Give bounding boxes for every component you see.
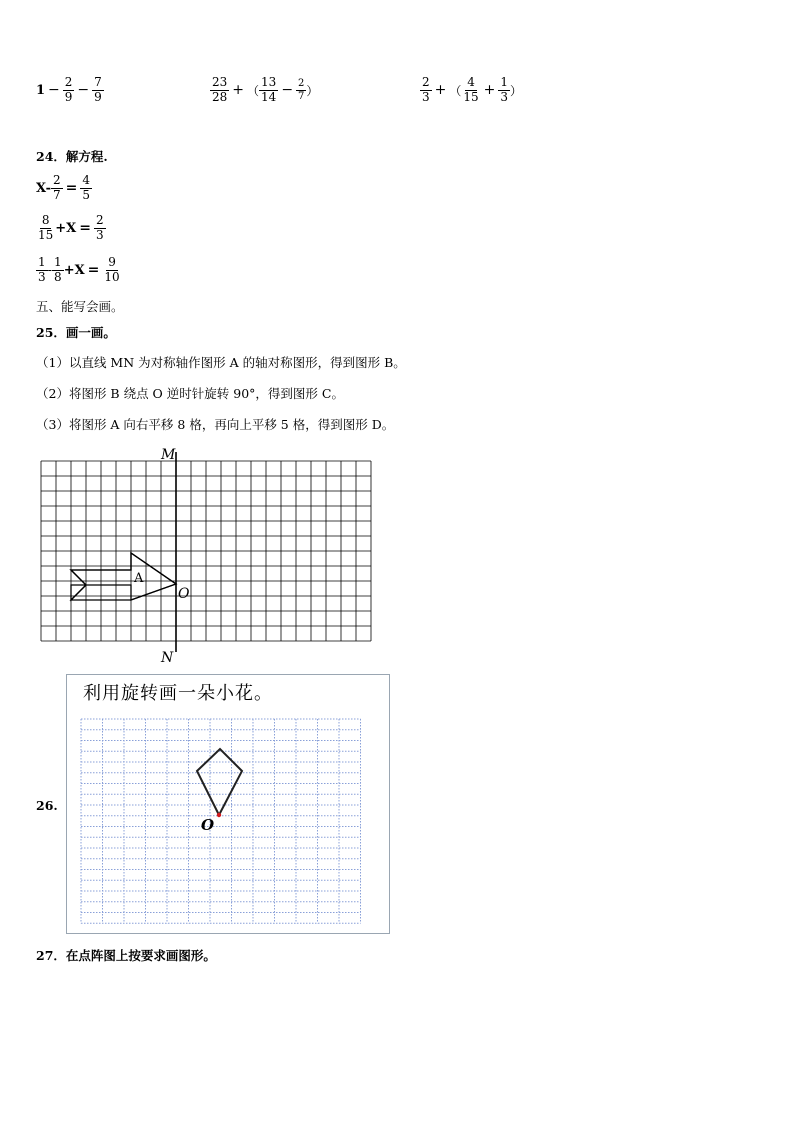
q24-equation-3 [36,256,122,285]
expr1-fraction-1: $\frac{2}{9}$ [64,75,73,104]
eq3-equals: = [87,262,100,279]
q26-number: 26. [36,798,58,813]
eq3-fraction-3: $\frac{9}{10}$ [104,255,120,284]
section-5-heading: 五、能写会画。 [36,299,124,314]
q25-step-3: （3）将图形 A 向右平移 8 格，再向上平移 5 格，得到图形 D。 [36,417,395,432]
eq2-fraction-1: $\frac{8}{15}$ [38,213,54,242]
figure-a-outline [71,553,176,600]
eq3-minus: - [47,262,53,278]
figure-a-shape [71,553,176,600]
q25-step-1: （1）以直线 MN 为对称轴作图形 A 的轴对称图形，得到图形 B。 [36,355,406,370]
expr2-op1: + [232,82,245,99]
expr3-fraction-1: $\frac{2}{3}$ [422,75,430,104]
eq1-equals: = [65,180,78,197]
expression-3 [420,76,522,105]
eq3-fraction-1: $\frac{1}{3}$ [38,255,46,284]
q25-step-2: （2）将图形 B 绕点 O 逆时针旋转 90°，得到图形 C。 [36,386,344,401]
q26-caption: 利用旋转画一朵小花。 [83,683,273,704]
expr1-op2: − [77,82,90,99]
expr2-op2: − [281,82,294,99]
q24-equation-1 [36,174,92,203]
eq2-fraction-2: $\frac{2}{3}$ [96,213,104,242]
q26-picture-frame [66,674,390,934]
expr3-op2: + [483,82,496,99]
expr2-right-paren: ） [306,83,319,98]
q26-label-o: O [201,816,215,834]
expr3-op1: + [434,82,447,99]
q25-title: 25．画一画。 [36,325,116,340]
eq1-prefix: X- [36,180,52,196]
q24-title: 24．解方程. [36,149,108,164]
eq1-fraction-2: $\frac{4}{5}$ [82,173,91,202]
expr2-left-paren: （ [247,83,260,98]
expr3-fraction-2: $\frac{4}{15}$ [463,75,479,104]
expr3-left-paren: （ [449,83,462,98]
expr1-fraction-2: $\frac{7}{9}$ [94,75,102,104]
eq2-equals: = [79,220,91,237]
eq1-fraction-1: $\frac{2}{7}$ [53,173,61,202]
q25-grid-lines [41,461,371,641]
expr3-fraction-3: $\frac{1}{3}$ [500,75,509,104]
expr3-right-paren: ） [510,83,523,98]
expression-1 [36,76,104,105]
expr1-op1: − [48,82,60,99]
label-m: M [161,447,176,463]
expr2-fraction-1: $\frac{23}{28}$ [212,75,228,104]
expr2-fraction-3: $\frac{2}{7}$ [298,78,305,102]
expr1-lead: 1 [36,82,46,98]
eq3-fraction-2: $\frac{1}{8}$ [54,255,62,284]
expr2-fraction-2: $\frac{13}{14}$ [261,75,277,104]
rotation-center-dot [217,813,221,817]
label-a: A [134,571,144,586]
q26-grid-figure [67,675,389,933]
label-o: O [178,586,190,602]
eq2-mid: +X [55,220,77,236]
expression-2 [210,76,318,105]
q25-grid-figure [30,440,390,670]
eq3-mid: +X [63,262,85,278]
q27-title: 27．在点阵图上按要求画图形。 [36,948,216,963]
label-n: N [161,650,174,666]
q24-equation-2 [36,214,106,243]
